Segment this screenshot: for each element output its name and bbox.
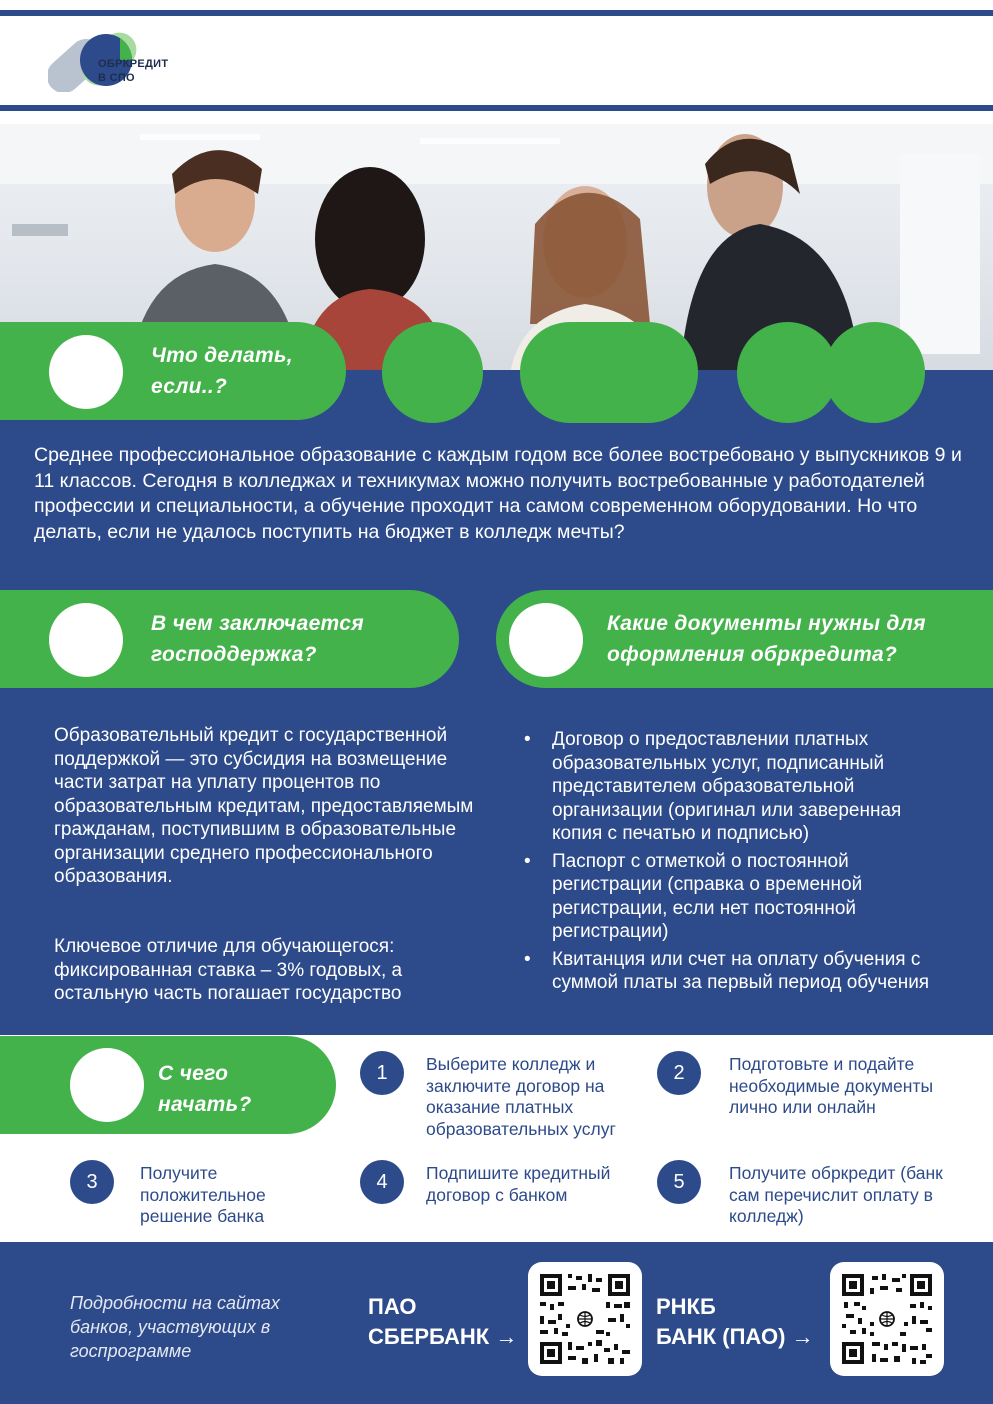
- green-circle-4: [824, 322, 925, 423]
- bank-2-qr-code[interactable]: [830, 1262, 944, 1376]
- start-white-circle: [70, 1048, 144, 1122]
- top-rule: [0, 10, 993, 16]
- step-1-text: Выберите колледж и заключите договор на оказание платных образовательных услуг: [426, 1054, 616, 1139]
- documents-heading: Какие документы нужны для оформления обркредита?: [607, 612, 926, 666]
- step-3-text: Получите положительное решение банка: [140, 1163, 266, 1226]
- header-bottom-rule: [0, 105, 993, 111]
- documents-item-text: Договор о предоставлении платных образовательных услуг, подписанный представителем образовательной организации (оригинал или заверенная копия с печатью и подписью): [552, 729, 902, 844]
- logo: [48, 30, 208, 92]
- documents-list-item: [524, 850, 954, 944]
- green-circle-1: [382, 322, 483, 423]
- step-5-number: 5: [657, 1160, 701, 1204]
- bank-2-name-line1: РНКБ: [656, 1294, 716, 1319]
- green-pill-2: [520, 322, 698, 423]
- step-3-number: 3: [70, 1160, 114, 1204]
- documents-list-item: [524, 948, 954, 995]
- bullet-icon: •: [524, 948, 531, 970]
- step-2-number: 2: [657, 1051, 701, 1095]
- documents-item-text: Паспорт с отметкой о постоянной регистрации (справка о временной регистрации, если нет постоянной регистрации): [552, 850, 863, 942]
- start-heading: С чего начать?: [158, 1062, 252, 1116]
- documents-item-text: Квитанция или счет на оплату обучения с суммой платы за первый период обучения: [552, 948, 930, 993]
- step-4-number: 4: [360, 1160, 404, 1204]
- bullet-icon: •: [524, 850, 531, 872]
- bank-2-name-line2[interactable]: БАНК (ПАО) →: [656, 1324, 814, 1349]
- logo-text-line1: ОБРКРЕДИТ: [98, 58, 169, 70]
- step-2-text: Подготовьте и подайте необходимые документы лично или онлайн: [729, 1054, 934, 1117]
- step-1-number: 1: [360, 1051, 404, 1095]
- support-white-circle: [49, 603, 123, 677]
- hero-white-circle: [49, 335, 123, 409]
- hero-heading: Что делать, если..?: [151, 344, 293, 398]
- qr-code-icon: [830, 1262, 944, 1376]
- bank-1-name-line1: ПАО: [368, 1294, 417, 1319]
- footer-note: Подробности на сайтах банков, участвующих в госпрограмме: [70, 1293, 280, 1361]
- documents-list-item: [524, 728, 954, 846]
- logo-text-line2: В СПО: [98, 72, 135, 84]
- support-heading: В чем заключается господдержка?: [151, 612, 364, 666]
- support-paragraph-2: Ключевое отличие для обучающегося: фиксированная ставка – 3% годовых, а остальную часть погашает государство: [54, 936, 403, 1004]
- documents-white-circle: [509, 603, 583, 677]
- green-circle-3: [737, 322, 838, 423]
- step-5-text: Получите обркредит (банк сам перечислит оплату в колледж): [729, 1163, 943, 1226]
- bullet-icon: •: [524, 729, 531, 750]
- step-4-text: Подпишите кредитный договор с банком: [426, 1163, 611, 1205]
- documents-list: [524, 728, 954, 995]
- support-paragraph-1: Образовательный кредит с государственной поддержкой — это субсидия на возмещение части затрат на уплату процентов по образовательным кредитам, предоставляемым гражданам, поступившим в образовательные организации среднего профессионального образования.: [54, 725, 474, 887]
- bank-1-qr-code[interactable]: [528, 1262, 642, 1376]
- qr-code-icon: [528, 1262, 642, 1376]
- intro-text: Среднее профессиональное образование с каждым годом все более востребовано у выпускников 9 и 11 классов. Сегодня в колледжах и техникумах можно получить востребованные у работодателей профессии и специальности, а обучение проходит на самом современном оборудовании. Но что делать, если не удалось поступить на бюджет в колледж мечты?: [34, 444, 962, 543]
- bank-1-name-line2[interactable]: СБЕРБАНК →: [368, 1324, 518, 1349]
